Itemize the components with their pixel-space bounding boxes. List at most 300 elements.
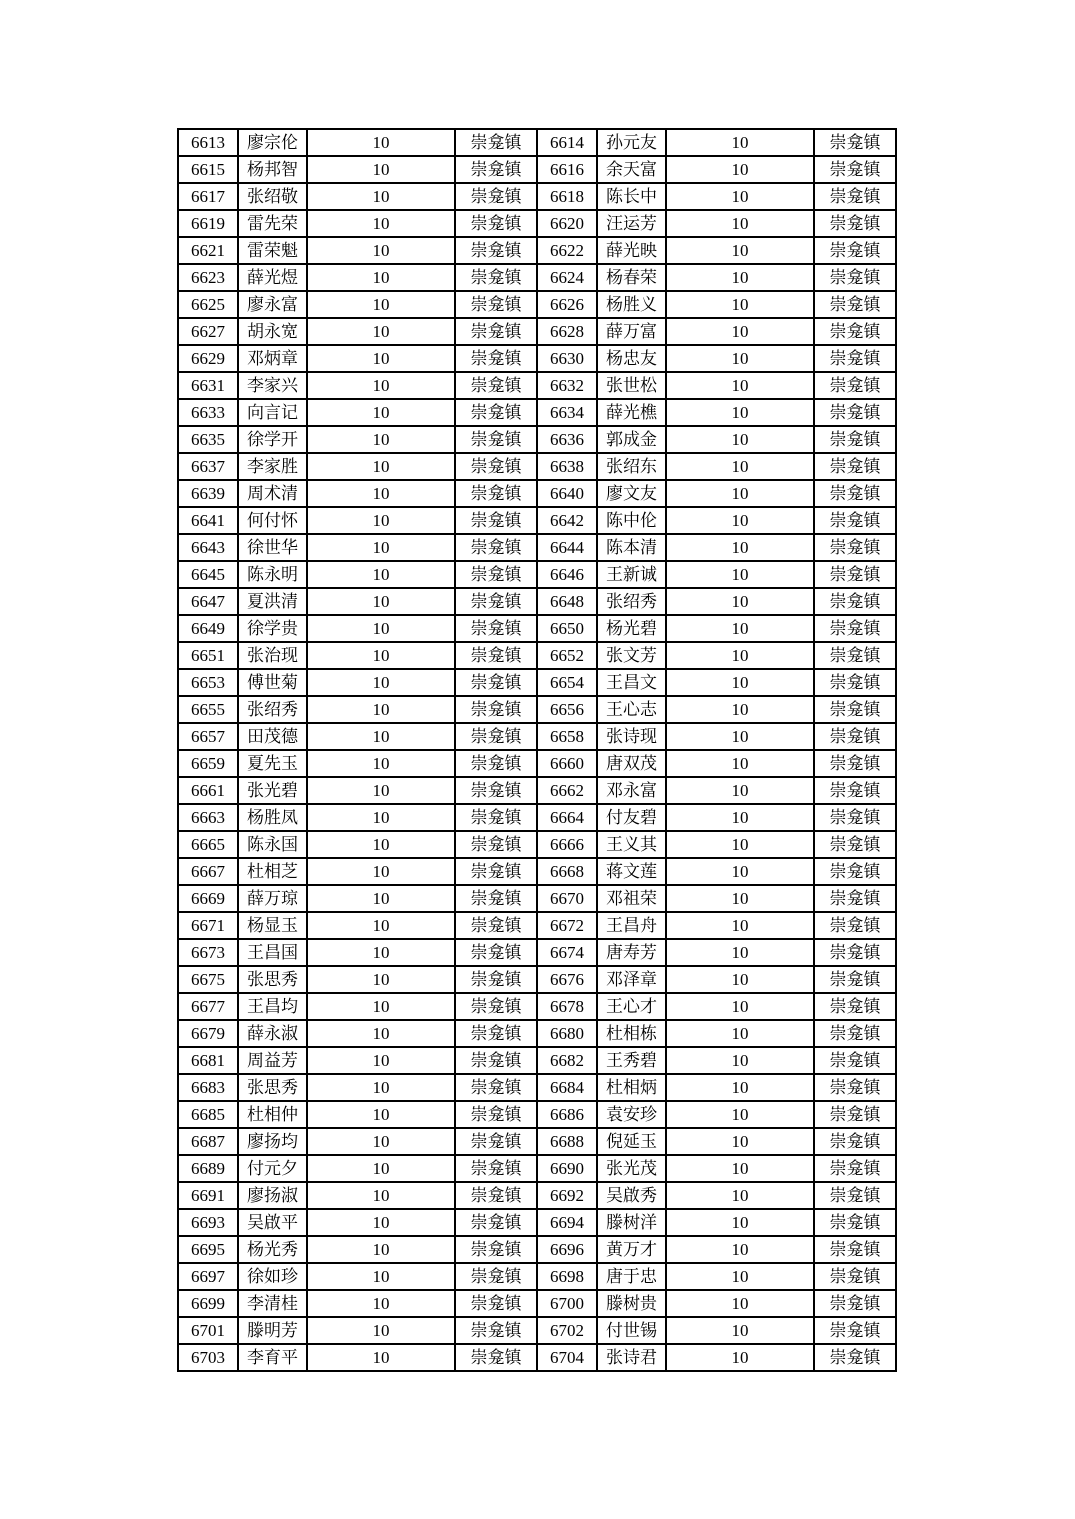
serial-number-cell: 6649 (178, 615, 238, 642)
name-cell: 张诗现 (597, 723, 666, 750)
amount-cell: 10 (666, 1182, 814, 1209)
table-row (178, 804, 896, 831)
serial-number-cell: 6688 (537, 1128, 597, 1155)
town-cell: 崇龛镇 (455, 264, 537, 291)
serial-number-cell: 6689 (178, 1155, 238, 1182)
name-cell: 李育平 (238, 1344, 307, 1371)
name-cell: 余天富 (597, 156, 666, 183)
town-cell: 崇龛镇 (814, 1047, 896, 1074)
serial-number-cell: 6673 (178, 939, 238, 966)
name-cell: 王义其 (597, 831, 666, 858)
serial-number-cell: 6699 (178, 1290, 238, 1317)
town-cell: 崇龛镇 (455, 777, 537, 804)
table-row (178, 723, 896, 750)
name-cell: 杨光秀 (238, 1236, 307, 1263)
town-cell: 崇龛镇 (814, 696, 896, 723)
serial-number-cell: 6621 (178, 237, 238, 264)
serial-number-cell: 6670 (537, 885, 597, 912)
table-row (178, 156, 896, 183)
serial-number-cell: 6617 (178, 183, 238, 210)
name-cell: 杨显玉 (238, 912, 307, 939)
town-cell: 崇龛镇 (814, 291, 896, 318)
table-row (178, 453, 896, 480)
town-cell: 崇龛镇 (455, 1155, 537, 1182)
name-cell: 傅世菊 (238, 669, 307, 696)
serial-number-cell: 6655 (178, 696, 238, 723)
amount-cell: 10 (307, 723, 455, 750)
table-row (178, 210, 896, 237)
amount-cell: 10 (307, 264, 455, 291)
amount-cell: 10 (307, 993, 455, 1020)
table-row (178, 696, 896, 723)
town-cell: 崇龛镇 (814, 345, 896, 372)
name-cell: 田茂德 (238, 723, 307, 750)
name-cell: 廖永富 (238, 291, 307, 318)
name-cell: 杨春荣 (597, 264, 666, 291)
amount-cell: 10 (666, 1263, 814, 1290)
town-cell: 崇龛镇 (455, 615, 537, 642)
town-cell: 崇龛镇 (814, 264, 896, 291)
serial-number-cell: 6645 (178, 561, 238, 588)
name-cell: 张绍秀 (597, 588, 666, 615)
name-cell: 杨邦智 (238, 156, 307, 183)
town-cell: 崇龛镇 (455, 426, 537, 453)
town-cell: 崇龛镇 (814, 588, 896, 615)
town-cell: 崇龛镇 (455, 1101, 537, 1128)
amount-cell: 10 (666, 264, 814, 291)
name-cell: 蒋文莲 (597, 858, 666, 885)
serial-number-cell: 6620 (537, 210, 597, 237)
town-cell: 崇龛镇 (814, 1074, 896, 1101)
amount-cell: 10 (666, 399, 814, 426)
serial-number-cell: 6700 (537, 1290, 597, 1317)
serial-number-cell: 6634 (537, 399, 597, 426)
serial-number-cell: 6662 (537, 777, 597, 804)
table-row (178, 1263, 896, 1290)
amount-cell: 10 (307, 1182, 455, 1209)
table-row (178, 1344, 896, 1371)
table-row (178, 1182, 896, 1209)
table-row (178, 318, 896, 345)
town-cell: 崇龛镇 (814, 318, 896, 345)
serial-number-cell: 6632 (537, 372, 597, 399)
amount-cell: 10 (307, 399, 455, 426)
town-cell: 崇龛镇 (814, 1101, 896, 1128)
amount-cell: 10 (307, 1155, 455, 1182)
name-cell: 薛万富 (597, 318, 666, 345)
amount-cell: 10 (307, 1236, 455, 1263)
amount-cell: 10 (666, 1317, 814, 1344)
amount-cell: 10 (666, 858, 814, 885)
table-row (178, 642, 896, 669)
amount-cell: 10 (307, 1074, 455, 1101)
serial-number-cell: 6641 (178, 507, 238, 534)
table-row (178, 372, 896, 399)
serial-number-cell: 6629 (178, 345, 238, 372)
amount-cell: 10 (666, 669, 814, 696)
town-cell: 崇龛镇 (455, 723, 537, 750)
amount-cell: 10 (307, 831, 455, 858)
town-cell: 崇龛镇 (455, 156, 537, 183)
serial-number-cell: 6695 (178, 1236, 238, 1263)
serial-number-cell: 6658 (537, 723, 597, 750)
serial-number-cell: 6694 (537, 1209, 597, 1236)
table-row (178, 750, 896, 777)
town-cell: 崇龛镇 (814, 939, 896, 966)
amount-cell: 10 (666, 345, 814, 372)
serial-number-cell: 6613 (178, 129, 238, 156)
serial-number-cell: 6622 (537, 237, 597, 264)
town-cell: 崇龛镇 (814, 183, 896, 210)
serial-number-cell: 6696 (537, 1236, 597, 1263)
town-cell: 崇龛镇 (814, 399, 896, 426)
amount-cell: 10 (307, 750, 455, 777)
amount-cell: 10 (666, 426, 814, 453)
amount-cell: 10 (666, 642, 814, 669)
amount-cell: 10 (307, 1209, 455, 1236)
town-cell: 崇龛镇 (814, 372, 896, 399)
table-row (178, 1047, 896, 1074)
town-cell: 崇龛镇 (814, 129, 896, 156)
name-cell: 张世松 (597, 372, 666, 399)
name-cell: 张绍东 (597, 453, 666, 480)
amount-cell: 10 (307, 183, 455, 210)
serial-number-cell: 6680 (537, 1020, 597, 1047)
town-cell: 崇龛镇 (455, 804, 537, 831)
table-row (178, 993, 896, 1020)
amount-cell: 10 (666, 372, 814, 399)
serial-number-cell: 6701 (178, 1317, 238, 1344)
serial-number-cell: 6638 (537, 453, 597, 480)
amount-cell: 10 (666, 534, 814, 561)
serial-number-cell: 6653 (178, 669, 238, 696)
amount-cell: 10 (666, 1101, 814, 1128)
town-cell: 崇龛镇 (814, 561, 896, 588)
serial-number-cell: 6682 (537, 1047, 597, 1074)
name-cell: 薛光映 (597, 237, 666, 264)
town-cell: 崇龛镇 (814, 1209, 896, 1236)
town-cell: 崇龛镇 (814, 210, 896, 237)
serial-number-cell: 6678 (537, 993, 597, 1020)
name-cell: 张诗君 (597, 1344, 666, 1371)
amount-cell: 10 (666, 750, 814, 777)
town-cell: 崇龛镇 (814, 750, 896, 777)
town-cell: 崇龛镇 (455, 453, 537, 480)
serial-number-cell: 6672 (537, 912, 597, 939)
amount-cell: 10 (666, 939, 814, 966)
town-cell: 崇龛镇 (814, 1344, 896, 1371)
serial-number-cell: 6639 (178, 480, 238, 507)
name-cell: 雷先荣 (238, 210, 307, 237)
amount-cell: 10 (666, 993, 814, 1020)
table-row (178, 480, 896, 507)
town-cell: 崇龛镇 (814, 615, 896, 642)
name-cell: 雷荣魁 (238, 237, 307, 264)
name-cell: 汪运芳 (597, 210, 666, 237)
amount-cell: 10 (666, 183, 814, 210)
serial-number-cell: 6627 (178, 318, 238, 345)
name-cell: 杜相仲 (238, 1101, 307, 1128)
serial-number-cell: 6665 (178, 831, 238, 858)
serial-number-cell: 6616 (537, 156, 597, 183)
town-cell: 崇龛镇 (455, 480, 537, 507)
serial-number-cell: 6681 (178, 1047, 238, 1074)
town-cell: 崇龛镇 (455, 399, 537, 426)
amount-cell: 10 (666, 696, 814, 723)
amount-cell: 10 (307, 237, 455, 264)
table-row (178, 1020, 896, 1047)
town-cell: 崇龛镇 (455, 831, 537, 858)
name-cell: 陈本清 (597, 534, 666, 561)
amount-cell: 10 (666, 588, 814, 615)
name-cell: 薛光煜 (238, 264, 307, 291)
town-cell: 崇龛镇 (455, 885, 537, 912)
amount-cell: 10 (666, 1128, 814, 1155)
name-cell: 何付怀 (238, 507, 307, 534)
serial-number-cell: 6657 (178, 723, 238, 750)
town-cell: 崇龛镇 (455, 750, 537, 777)
amount-cell: 10 (307, 1317, 455, 1344)
town-cell: 崇龛镇 (455, 318, 537, 345)
serial-number-cell: 6677 (178, 993, 238, 1020)
amount-cell: 10 (307, 507, 455, 534)
table-row (178, 858, 896, 885)
town-cell: 崇龛镇 (814, 966, 896, 993)
amount-cell: 10 (666, 831, 814, 858)
name-cell: 陈永国 (238, 831, 307, 858)
serial-number-cell: 6654 (537, 669, 597, 696)
name-cell: 滕树洋 (597, 1209, 666, 1236)
name-cell: 王昌均 (238, 993, 307, 1020)
name-cell: 滕树贵 (597, 1290, 666, 1317)
town-cell: 崇龛镇 (814, 912, 896, 939)
table-row (178, 1209, 896, 1236)
amount-cell: 10 (307, 534, 455, 561)
serial-number-cell: 6685 (178, 1101, 238, 1128)
serial-number-cell: 6635 (178, 426, 238, 453)
town-cell: 崇龛镇 (814, 156, 896, 183)
town-cell: 崇龛镇 (814, 777, 896, 804)
table-row (178, 615, 896, 642)
amount-cell: 10 (307, 939, 455, 966)
name-cell: 李清桂 (238, 1290, 307, 1317)
serial-number-cell: 6686 (537, 1101, 597, 1128)
roster-table-body (178, 129, 896, 1371)
name-cell: 邓永富 (597, 777, 666, 804)
town-cell: 崇龛镇 (814, 1020, 896, 1047)
serial-number-cell: 6636 (537, 426, 597, 453)
serial-number-cell: 6683 (178, 1074, 238, 1101)
name-cell: 杨胜凤 (238, 804, 307, 831)
serial-number-cell: 6644 (537, 534, 597, 561)
amount-cell: 10 (307, 1101, 455, 1128)
serial-number-cell: 6628 (537, 318, 597, 345)
serial-number-cell: 6669 (178, 885, 238, 912)
serial-number-cell: 6618 (537, 183, 597, 210)
name-cell: 邓泽章 (597, 966, 666, 993)
amount-cell: 10 (666, 1344, 814, 1371)
serial-number-cell: 6643 (178, 534, 238, 561)
table-row (178, 561, 896, 588)
name-cell: 陈中伦 (597, 507, 666, 534)
town-cell: 崇龛镇 (455, 534, 537, 561)
amount-cell: 10 (666, 1209, 814, 1236)
serial-number-cell: 6660 (537, 750, 597, 777)
table-row (178, 1290, 896, 1317)
serial-number-cell: 6642 (537, 507, 597, 534)
serial-number-cell: 6623 (178, 264, 238, 291)
table-row (178, 939, 896, 966)
amount-cell: 10 (307, 804, 455, 831)
town-cell: 崇龛镇 (814, 480, 896, 507)
name-cell: 孙元友 (597, 129, 666, 156)
town-cell: 崇龛镇 (814, 993, 896, 1020)
name-cell: 张治现 (238, 642, 307, 669)
name-cell: 杨胜义 (597, 291, 666, 318)
name-cell: 王昌文 (597, 669, 666, 696)
town-cell: 崇龛镇 (814, 669, 896, 696)
serial-number-cell: 6646 (537, 561, 597, 588)
name-cell: 薛万琼 (238, 885, 307, 912)
town-cell: 崇龛镇 (814, 1317, 896, 1344)
table-row (178, 831, 896, 858)
town-cell: 崇龛镇 (814, 1290, 896, 1317)
serial-number-cell: 6690 (537, 1155, 597, 1182)
table-row (178, 291, 896, 318)
table-row (178, 912, 896, 939)
name-cell: 王心才 (597, 993, 666, 1020)
serial-number-cell: 6693 (178, 1209, 238, 1236)
table-row (178, 1074, 896, 1101)
town-cell: 崇龛镇 (455, 1317, 537, 1344)
amount-cell: 10 (307, 1344, 455, 1371)
town-cell: 崇龛镇 (455, 237, 537, 264)
name-cell: 徐学开 (238, 426, 307, 453)
serial-number-cell: 6640 (537, 480, 597, 507)
town-cell: 崇龛镇 (455, 912, 537, 939)
serial-number-cell: 6619 (178, 210, 238, 237)
serial-number-cell: 6626 (537, 291, 597, 318)
name-cell: 唐寿芳 (597, 939, 666, 966)
amount-cell: 10 (307, 777, 455, 804)
name-cell: 夏先玉 (238, 750, 307, 777)
serial-number-cell: 6661 (178, 777, 238, 804)
amount-cell: 10 (666, 885, 814, 912)
town-cell: 崇龛镇 (455, 183, 537, 210)
serial-number-cell: 6614 (537, 129, 597, 156)
amount-cell: 10 (666, 1290, 814, 1317)
name-cell: 陈长中 (597, 183, 666, 210)
amount-cell: 10 (307, 966, 455, 993)
town-cell: 崇龛镇 (455, 129, 537, 156)
name-cell: 张思秀 (238, 1074, 307, 1101)
name-cell: 廖宗伦 (238, 129, 307, 156)
town-cell: 崇龛镇 (455, 1263, 537, 1290)
table-row (178, 507, 896, 534)
town-cell: 崇龛镇 (814, 453, 896, 480)
name-cell: 徐如珍 (238, 1263, 307, 1290)
town-cell: 崇龛镇 (814, 1155, 896, 1182)
town-cell: 崇龛镇 (455, 1128, 537, 1155)
serial-number-cell: 6633 (178, 399, 238, 426)
town-cell: 崇龛镇 (814, 804, 896, 831)
name-cell: 廖文友 (597, 480, 666, 507)
name-cell: 吴啟秀 (597, 1182, 666, 1209)
amount-cell: 10 (307, 696, 455, 723)
amount-cell: 10 (307, 156, 455, 183)
name-cell: 夏洪清 (238, 588, 307, 615)
serial-number-cell: 6624 (537, 264, 597, 291)
serial-number-cell: 6651 (178, 642, 238, 669)
amount-cell: 10 (666, 129, 814, 156)
amount-cell: 10 (307, 480, 455, 507)
amount-cell: 10 (307, 291, 455, 318)
name-cell: 袁安珍 (597, 1101, 666, 1128)
town-cell: 崇龛镇 (455, 1074, 537, 1101)
name-cell: 唐于忠 (597, 1263, 666, 1290)
town-cell: 崇龛镇 (814, 1182, 896, 1209)
name-cell: 付友碧 (597, 804, 666, 831)
table-row (178, 183, 896, 210)
amount-cell: 10 (666, 1074, 814, 1101)
serial-number-cell: 6659 (178, 750, 238, 777)
table-row (178, 1155, 896, 1182)
town-cell: 崇龛镇 (814, 642, 896, 669)
amount-cell: 10 (666, 291, 814, 318)
amount-cell: 10 (666, 1236, 814, 1263)
amount-cell: 10 (307, 561, 455, 588)
amount-cell: 10 (307, 372, 455, 399)
amount-cell: 10 (307, 426, 455, 453)
name-cell: 张绍敬 (238, 183, 307, 210)
town-cell: 崇龛镇 (455, 1047, 537, 1074)
name-cell: 张思秀 (238, 966, 307, 993)
serial-number-cell: 6703 (178, 1344, 238, 1371)
town-cell: 崇龛镇 (455, 1182, 537, 1209)
table-row (178, 966, 896, 993)
serial-number-cell: 6675 (178, 966, 238, 993)
amount-cell: 10 (307, 453, 455, 480)
name-cell: 唐双茂 (597, 750, 666, 777)
amount-cell: 10 (307, 318, 455, 345)
name-cell: 郭成金 (597, 426, 666, 453)
amount-cell: 10 (307, 588, 455, 615)
name-cell: 李家兴 (238, 372, 307, 399)
amount-cell: 10 (666, 237, 814, 264)
serial-number-cell: 6652 (537, 642, 597, 669)
name-cell: 杨光碧 (597, 615, 666, 642)
name-cell: 廖扬淑 (238, 1182, 307, 1209)
amount-cell: 10 (666, 156, 814, 183)
town-cell: 崇龛镇 (814, 858, 896, 885)
name-cell: 付元夕 (238, 1155, 307, 1182)
name-cell: 张光碧 (238, 777, 307, 804)
table-row (178, 237, 896, 264)
name-cell: 薛光樵 (597, 399, 666, 426)
serial-number-cell: 6687 (178, 1128, 238, 1155)
name-cell: 李家胜 (238, 453, 307, 480)
name-cell: 张光茂 (597, 1155, 666, 1182)
amount-cell: 10 (666, 912, 814, 939)
serial-number-cell: 6679 (178, 1020, 238, 1047)
amount-cell: 10 (666, 318, 814, 345)
serial-number-cell: 6666 (537, 831, 597, 858)
town-cell: 崇龛镇 (814, 723, 896, 750)
town-cell: 崇龛镇 (455, 561, 537, 588)
name-cell: 徐世华 (238, 534, 307, 561)
amount-cell: 10 (666, 480, 814, 507)
table-row (178, 1236, 896, 1263)
